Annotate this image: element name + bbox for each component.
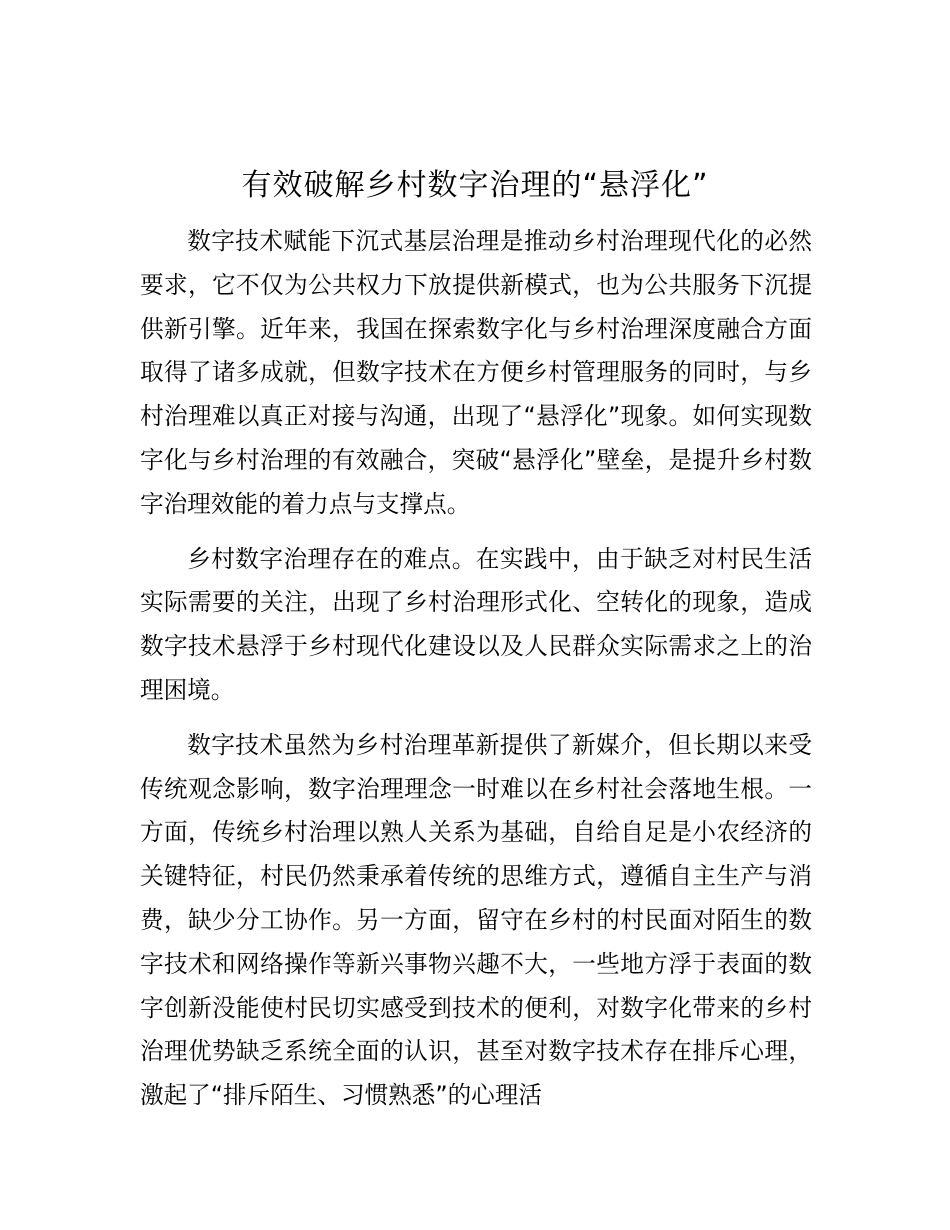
paragraph-2: 乡村数字治理存在的难点。在实践中，由于缺乏对村民生活实际需要的关注，出现了乡村治理形式化、空转化的现象，造成数字技术悬浮于乡村现代化建设以及人民群众实际需求之上的治理困境。 (140, 544, 812, 704)
paragraph-3: 数字技术虽然为乡村治理革新提供了新媒介，但长期以来受传统观念影响，数字治理理念一时难以在乡村社会落地生根。一方面，传统乡村治理以熟人关系为基础，自给自足是小农经济的关键特征，村民仍然秉承着传统的思维方式，遵循自主生产与消费，缺少分工协作。另一方面，留守在乡村的村民面对陌生的数字技术和网络操作等新兴事物兴趣不大，一些地方浮于表面的数字创新没能使村民切实感受到技术的便利，对数字化带来的乡村治理优势缺乏系统全面的认识，甚至对数字技术存在排斥心理，激起了“排斥陌生、习惯熟悉”的心理活 (140, 730, 812, 1110)
document-body (140, 220, 812, 1129)
document-title: 有效破解乡村数字治理的“悬浮化” (241, 168, 709, 203)
paragraph-1: 数字技术赋能下沉式基层治理是推动乡村治理现代化的必然要求，它不仅为公共权力下放提供新模式，也为公共服务下沉提供新引擎。近年来，我国在探索数字化与乡村治理深度融合方面取得了诸多成就，但数字技术在方便乡村管理服务的同时，与乡村治理难以真正对接与沟通，出现了“悬浮化”现象。如何实现数字化与乡村治理的有效融合，突破“悬浮化”壁垒，是提升乡村数字治理效能的着力点与支撑点。 (140, 227, 812, 518)
